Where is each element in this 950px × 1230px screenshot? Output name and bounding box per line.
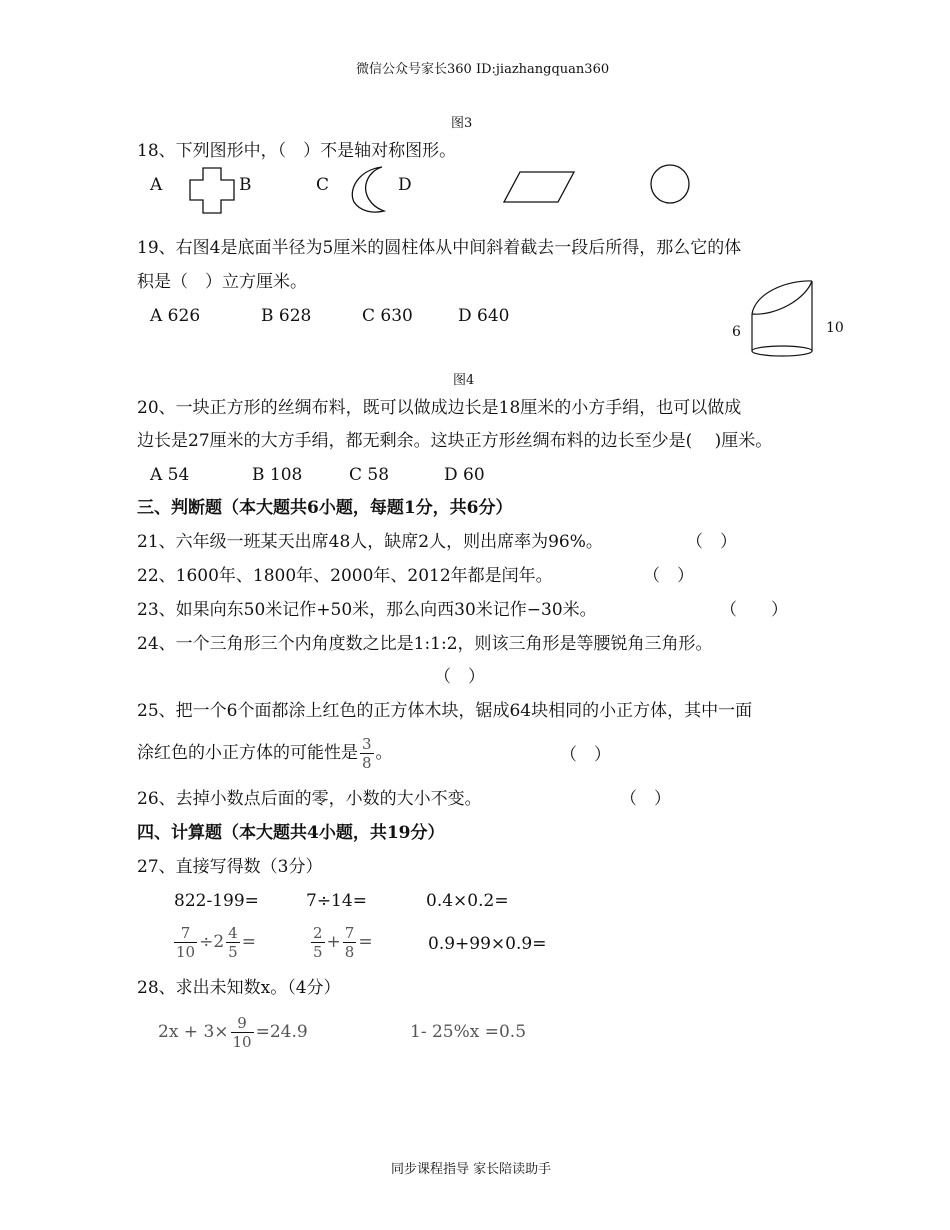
q28-eq1-den: 10	[232, 1033, 252, 1051]
q27-e4-end: =	[241, 932, 256, 952]
q27-e5-frac2	[343, 924, 357, 961]
q27-expr-6: 0.9+99×0.9=	[428, 934, 547, 954]
q25-frac-den: 8	[362, 754, 372, 772]
q23-answer-paren: （ ）	[720, 600, 788, 620]
page-header: 微信公众号家长360 ID:jiazhangquan360	[356, 62, 610, 77]
q27-e4-frac2	[226, 924, 240, 961]
q25-fraction	[360, 735, 374, 772]
q27-expr-4	[172, 920, 256, 964]
q25-end: 。	[375, 743, 393, 763]
parallelogram-figure	[502, 170, 577, 204]
q27-e5-den2: 8	[344, 943, 355, 961]
q27-expr-1: 822-199=	[174, 891, 259, 911]
q20-option-a: A 54	[150, 465, 190, 485]
q27-expr-2: 7÷14=	[306, 891, 367, 911]
q24-answer-paren: （ ）	[434, 667, 485, 687]
question-23-text: 23、如果向东50米记作+50米，那么向西30米记作−30米。	[137, 600, 597, 620]
q19-option-d: D 640	[458, 306, 510, 326]
q25-answer-paren: （ ）	[560, 745, 611, 765]
q27-e5-num2: 7	[344, 924, 355, 942]
q27-e4-num2: 4	[228, 924, 238, 942]
q28-eq1-left: 2x + 3×	[158, 1022, 229, 1042]
q25-line2-text: 涂红色的小正方体的可能性是	[137, 743, 358, 763]
section-3-heading: 三、判断题（本大题共6小题，每题1分，共6分）	[137, 498, 513, 518]
question-24-text: 24、一个三角形三个内角度数之比是1:1:2，则该三角形是等腰锐角三角形。	[137, 634, 713, 654]
cross-shape-figure	[188, 166, 238, 216]
q18-option-a: A	[150, 175, 163, 195]
q27-e5-num1: 2	[313, 924, 323, 942]
q19-option-a: A 626	[150, 306, 201, 326]
cut-cylinder-figure	[745, 278, 820, 362]
q28-equation-1	[158, 1010, 308, 1054]
question-18-text: 18、下列图形中，（ ）不是轴对称图形。	[137, 141, 457, 161]
cylinder-left-height-label: 6	[732, 324, 741, 340]
q25-frac-num: 3	[362, 735, 372, 753]
circle-figure	[648, 162, 692, 206]
q27-e5-frac1	[311, 924, 325, 961]
q27-e5-den1: 5	[313, 943, 323, 961]
q18-option-c: C	[316, 175, 330, 195]
q27-expr-3: 0.4×0.2=	[426, 891, 509, 911]
q28-equation-2: 1- 25%x =0.5	[410, 1022, 527, 1042]
figure-4-caption: 图4	[453, 373, 475, 388]
q27-e4-num1: 7	[174, 924, 197, 943]
q19-option-b: B 628	[261, 306, 312, 326]
question-28-title: 28、求出未知数x。（4分）	[137, 978, 341, 998]
q26-answer-paren: （ ）	[620, 789, 671, 809]
q20-option-d: D 60	[444, 465, 485, 485]
q28-eq1-num: 9	[231, 1014, 254, 1033]
q19-option-c: C 630	[362, 306, 413, 326]
question-20-line2: 边长是27厘米的大方手绢，都无剩余。这块正方形丝绸布料的边长至少是( )厘米。	[137, 431, 773, 451]
q28-eq1-frac	[231, 1014, 254, 1051]
question-19-line1: 19、右图4是底面半径为5厘米的圆柱体从中间斜着截去一段后所得，那么它的体	[137, 238, 742, 258]
q18-option-d: D	[398, 175, 412, 195]
figure-3-caption: 图3	[451, 116, 473, 131]
question-21-text: 21、六年级一班某天出席48人，缺席2人，则出席率为96%。	[137, 532, 603, 552]
cylinder-right-height-label: 10	[826, 320, 844, 336]
question-22-text: 22、1600年、1800年、2000年、2012年都是闰年。	[137, 566, 553, 586]
q27-e4-mid: ÷2	[199, 932, 225, 952]
q21-answer-paren: （ ）	[686, 532, 737, 552]
q27-e5-end: =	[358, 932, 373, 952]
question-27-title: 27、直接写得数（3分）	[137, 857, 323, 877]
q18-option-b: B	[239, 175, 252, 195]
question-25-line1: 25、把一个6个面都涂上红色的正方体木块，锯成64块相同的小正方体，其中一面	[137, 701, 753, 721]
q22-answer-paren: （ ）	[643, 566, 694, 586]
q27-e4-den2: 5	[228, 943, 238, 961]
q20-option-b: B 108	[252, 465, 303, 485]
crescent-shape-figure	[348, 164, 388, 216]
section-4-heading: 四、计算题（本大题共4小题，共19分）	[137, 823, 445, 843]
page-footer: 同步课程指导 家长陪读助手	[391, 1162, 552, 1177]
question-19-line2: 积是（ ）立方厘米。	[137, 272, 307, 292]
q27-e4-den1: 10	[176, 943, 196, 961]
q28-eq1-right: =24.9	[255, 1022, 308, 1042]
question-20-line1: 20、一块正方形的丝绸布料，既可以做成边长是18厘米的小方手绢，也可以做成	[137, 398, 742, 418]
question-25-line2	[137, 733, 393, 773]
q20-option-c: C 58	[349, 465, 390, 485]
q27-e5-op: +	[326, 932, 341, 952]
question-26-text: 26、去掉小数点后面的零，小数的大小不变。	[137, 789, 482, 809]
q27-e4-frac1	[174, 924, 197, 961]
q27-expr-5	[309, 920, 373, 964]
